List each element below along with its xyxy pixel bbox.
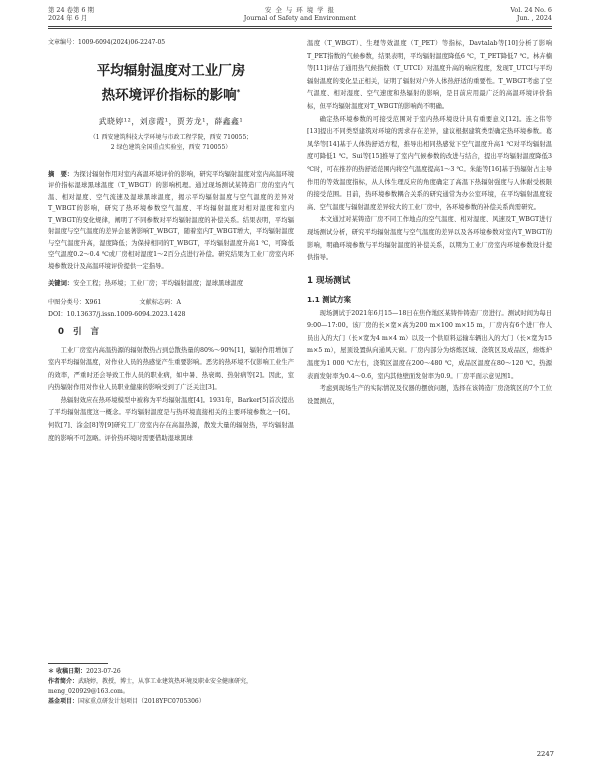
page-number: 2247 — [536, 750, 554, 758]
header-volume-cn: 第 24 卷第 6 期 — [48, 6, 94, 14]
keywords — [48, 278, 294, 290]
footnote-fund — [48, 697, 294, 707]
header-date-en: Jun. , 2024 — [516, 14, 552, 22]
keywords-label: 关键词： — [48, 280, 74, 287]
intro-paragraph-1: 工业厂房室内高温热源的辐射散热占到总散热量的80%～90%[1]，辐射作用增加了室内平均辐射温度，对作业人员的热感觉产生重要影响。恶劣的热环境不仅影响工业生产的效率，严重时还会导致工作人员的职业病，如中暑、热衰竭、热射病等[2]。因此，室内热辐射作用对作业人员职业健康的影响受到了广泛关注[3]。 — [48, 346, 294, 392]
author-bio-label: 作者简介： — [48, 678, 79, 685]
footnote-rule — [48, 663, 108, 664]
title-line-2-wrap — [48, 82, 294, 107]
abstract-label: 摘 要： — [48, 170, 74, 178]
footnote-author — [48, 677, 294, 697]
section-0-heading: 0 引 言 — [58, 326, 103, 337]
right-paragraph-5: 考虑到现场生产的实际情况及仪器的摆放问题，选择在该铸造厂房浇筑区的7个工位设置测点， — [307, 385, 552, 405]
left-column — [48, 38, 294, 445]
affiliations — [48, 133, 294, 153]
title-line-1: 平均辐射温度对工业厂房 — [96, 63, 246, 79]
right-paragraph-2: 确定热环境参数的可接受范围对于室内热环境设计具有重要意义[12]。连之伟等[13]提出不同类型建筑对环境的需求存在差异，建议根据建筑类型确定热环境参数。葛凤华等[14]基于人体热舒适方程，推导出相同热感觉下空气温度升高1 ℃对平均辐射温度可降低1 ℃。Sui等[15]推导了室内气候参数的改进与结合，提出平均辐射温度降低3 ℃时，可在推荐的热舒适范围内将空气温度提高1～3 ℃。朱能等[16]基于热辐射占主导作用的等效温度指标，从人体生理反应的角度确定了高温下热辐射强度与人体耐受极限的接受范围。目前，热环境参数耦合关系的研究通常为办公室环境，在平均辐射温度较高、空气温度与辐射温度差异较大的工业厂房中，各环境参数的补偿关系尚需研究。 — [307, 115, 552, 211]
classification — [48, 298, 294, 308]
header-rule — [48, 26, 552, 27]
fund-text: 国家重点研发计划项目（2018YFC0705306） — [78, 698, 205, 705]
title-line-2: 热环境评价指标的影响 — [101, 87, 237, 104]
section-1-heading: 1 现场测试 — [307, 275, 351, 286]
header-volume-en: Vol. 24 No. 6 — [510, 6, 552, 14]
received-date: 2023-07-26 — [86, 668, 121, 675]
header-date-cn: 2024 年 6 月 — [48, 14, 88, 22]
footnote-block — [48, 663, 294, 707]
keywords-text: 安全工程；热环境；工业厂房；平均辐射温度；湿球黑球温度 — [73, 280, 244, 287]
author-list: 武晓婷¹²，刘彦霞¹，贾芳龙¹，薛鑫鑫¹ — [98, 116, 244, 126]
affiliation-2: 2 绿色建筑全国重点实验室，西安 710055） — [110, 143, 232, 151]
header-journal-cn: 安 全 与 环 境 学 报 — [265, 6, 335, 14]
footnote-received — [48, 667, 294, 677]
paper-title — [48, 61, 294, 107]
intro-paragraph-2: 热辐射效应在热环境模型中被称为平均辐射温度[4]。1931年，Barker[5]首次提出了平均辐射温度这一概念。平均辐射温度是与热环境直接相关的主要环境参数之一[6]。何钦[7]、涂金[8]等[9]研究工厂房室内存在高温热源，散发大量的辐射热，平均辐射温度的影响不可忽略。评价热环境时需要借助湿球黑球 — [48, 396, 294, 442]
running-header-right — [510, 6, 552, 22]
document-code: 文献标志码：A — [139, 298, 181, 306]
received-label: ＊ 收稿日期： — [48, 668, 87, 675]
header-rule-thin — [48, 28, 552, 29]
author-bio: 武晓婷，教授，博士，从事工业建筑热环境及职业安全健康研究，meng_020929@163.com。 — [48, 678, 253, 695]
right-paragraph-3: 本文通过对某铸造厂房不同工作地点的空气温度、相对湿度、风速及T_WBGT进行现场测试分析，研究平均辐射温度与空气温度的差异以及各环境参数对室内T_WBGT的影响，明确环境参数与平均辐射温度的补偿关系，以期为工业厂房室内环境参数设计提供指导。 — [307, 216, 552, 262]
right-paragraph-1: 温度（T_WBGT）、生理等效温度（T_PET）等指标，Davtalab等[10]分析了影响T_PET指数的气候参数，结果表明，平均辐射温度降低6 ℃，T_PET降低7 ℃。林卉楠等[11]评估了通用热气候指数（T_UTCI）对温度升高的响应程度，发现T_UTCI与平均辐射温度的变化呈正相关，证明了辐射对户外人体热舒适的重要性。T_WBGT考虑了空气温度、相对湿度、空气速度和热辐射的影响，是目前应用最广泛的高温环境评价指标，但平均辐射温度对T_WBGT的影响尚不明确。 — [307, 40, 552, 110]
section-1-1-heading: 1.1 测试方案 — [307, 294, 351, 304]
fund-label: 基金项目： — [48, 698, 79, 705]
article-id: 文章编号：1009-6094(2024)06-2247-05 — [48, 39, 166, 46]
title-footnote-mark: * — [236, 88, 241, 96]
header-journal-en: Journal of Safety and Environment — [243, 14, 357, 22]
abstract — [48, 169, 294, 273]
right-column — [307, 38, 552, 408]
doi: DOI：10.13637/j.issn.1009-6094.2023.1428 — [48, 310, 186, 318]
clc-number: 中图分类号：X961 — [48, 298, 102, 306]
right-paragraph-4: 现场测试于2021年6月15—18日在焦作地区某铸件铸造厂房进行。测试时间为每日9:00—17:00。该厂房的长×宽×高为200 m×100 m×15 m，厂房内有6个进厂作人员出入的大门（长×宽为4 m×4 m）以及一个供原料运输车辆出入的大门（长×宽为15 m×5 m），屋顶设置纵向通风天窗。厂房内部分为熔炼区域、浇筑区及成品区，熔炼炉温度为1 000 ℃左右，浇筑区温度在200～480 ℃，成品区温度在80～120 ℃。热源表面发射率为0.4～0.6，室内其他壁面发射率为0.9。厂房平面示意见图1。 — [307, 309, 552, 380]
affiliation-1: （1 西安建筑科技大学环境与市政工程学院，西安 710055； — [89, 133, 253, 141]
abstract-text: 为探讨辐射作用对室内高温环境评价的影响，研究平均辐射温度对室内高温环境评价指标湿球黑球温度（T_WBGT）的影响机理。通过现场测试某铸造厂房的室内气温、相对湿度、空气流速及湿球黑球温度，揭示平均辐射温度与空气温度的差异对T_WBGT的影响，研究了热环境参数空气温度、平均辐射温度对相对湿度和室内T_WBGT的变化规律，阐明了不同参数对平均辐射温度的补偿关系。结果表明，平均辐射温度与空气温度的差异会显著影响T_WBGT，随着室内T_WBGT增大，平均辐射温度与空气温度升高，湿度降低；为保持相同的T_WBGT，平均辐射温度升高1 ℃，可降低空气温度0.2～0.4 ℃或厂房相对湿度1～2百分点进行补偿。研究结果为工业厂房室内环境参数设计及高温环境评价提供一定指导。 — [48, 170, 295, 270]
